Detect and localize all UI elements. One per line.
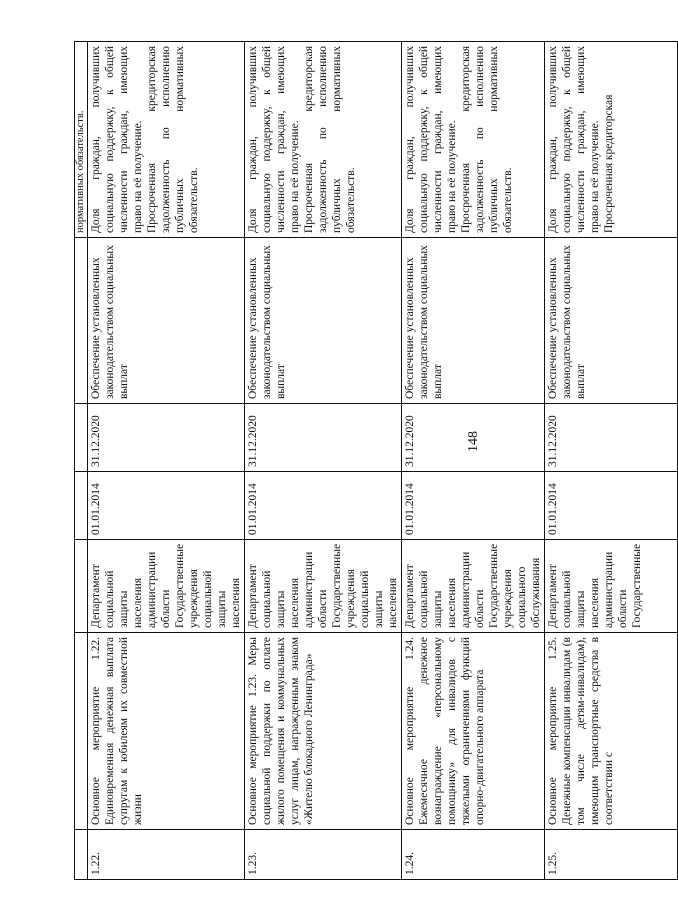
indicator-line: Доля граждан, получивших социальную поддержку, к общей численности граждан, имеющих право на её получение. [404,46,458,233]
executor-cell: Департамент социальной защиты населения администрации области Государственные учреждения социального обслуживания [402,540,545,633]
indicator-cell [402,42,545,238]
indicator-cell [545,42,678,238]
result-cell: Обеспечение установленных законодательством социальных выплат [245,238,402,404]
start-date-cell: 01.01.2014 [545,472,678,540]
end-date-cell: 31.12.2020 [545,404,678,472]
measure-cell: Основное мероприятие 1.25. Денежные компенсации инвалидам (в том числе детям-инвалидам), имеющим транспортные средства в соответствии с [545,633,678,830]
continuation-row [75,42,88,880]
indicator-line: Просроченная кредиторская [603,94,615,233]
start-date-cell: 01.01.2014 [245,472,402,540]
result-cell: Обеспечение установленных законодательством социальных выплат [88,238,245,404]
end-date-cell: 31.12.2020 [245,404,402,472]
indicator-line: Просроченная кредиторская задолженность по исполнению публичных нормативных обязательств. [146,46,200,233]
measures-table [74,41,678,880]
indicator-line: Доля граждан, получивших социальную поддержку, к общей численности граждан, имеющих право на её получение. [247,46,301,233]
indicator-cell [245,42,402,238]
table-row [545,42,678,880]
table-row [402,42,545,880]
indicator-cell [88,42,245,238]
row-number: 1.22. [88,830,245,880]
end-date-cell: 31.12.2020 [88,404,245,472]
row-number: 1.23. [245,830,402,880]
measure-cell: Основное мероприятие 1.22. Единовременная денежная выплата супругам к юбилеям их совместной жизни [88,633,245,830]
end-date-cell: 31.12.2020 [402,404,545,472]
result-cell: Обеспечение установленных законодательством социальных выплат [402,238,545,404]
result-cell: Обеспечение установленных законодательством социальных выплат [545,238,678,404]
table-row [88,42,245,880]
executor-cell: Департамент социальной защиты населения администрации области Государственные учреждения социальной защиты населения [88,540,245,633]
indicator-cell: нормативных обязательств. [75,42,88,238]
measure-cell: Основное мероприятие 1.24. Ежемесячное денежное вознаграждение «персональному помощнику» для инвалидов с тяжелыми ограничениями функций опорно-двигательного аппарата [402,633,545,830]
executor-cell: Департамент социальной защиты населения администрации области Государственные [545,540,678,633]
indicator-line: Просроченная кредиторская задолженность по исполнению публичных нормативных обязательств. [460,46,514,233]
row-number: 1.24. [402,830,545,880]
page-number: 148 [466,431,481,452]
start-date-cell: 01.01.2014 [88,472,245,540]
executor-cell: Департамент социальной защиты населения администрации области Государственные учреждения социальной защиты населения [245,540,402,633]
indicator-line: Просроченная кредиторская задолженность по исполнению публичных нормативных обязательств. [303,46,357,233]
row-number: 1.25. [545,830,678,880]
table-row [245,42,402,880]
indicator-line: Доля граждан, получивших социальную поддержку, к общей численности граждан, имеющих право на её получение. [547,46,601,233]
measure-cell: Основное мероприятие 1.23. Меры социальной поддержки по оплате жилого помещения и коммунальных услуг лицам, награжденным знаком «Жителю блокадного Ленинграда» [245,633,402,830]
rotated-table-wrapper [74,42,643,880]
start-date-cell: 01.01.2014 [402,472,545,540]
indicator-line: Доля граждан, получивших социальную поддержку, к общей численности граждан, имеющих право на её получение. [90,46,144,233]
